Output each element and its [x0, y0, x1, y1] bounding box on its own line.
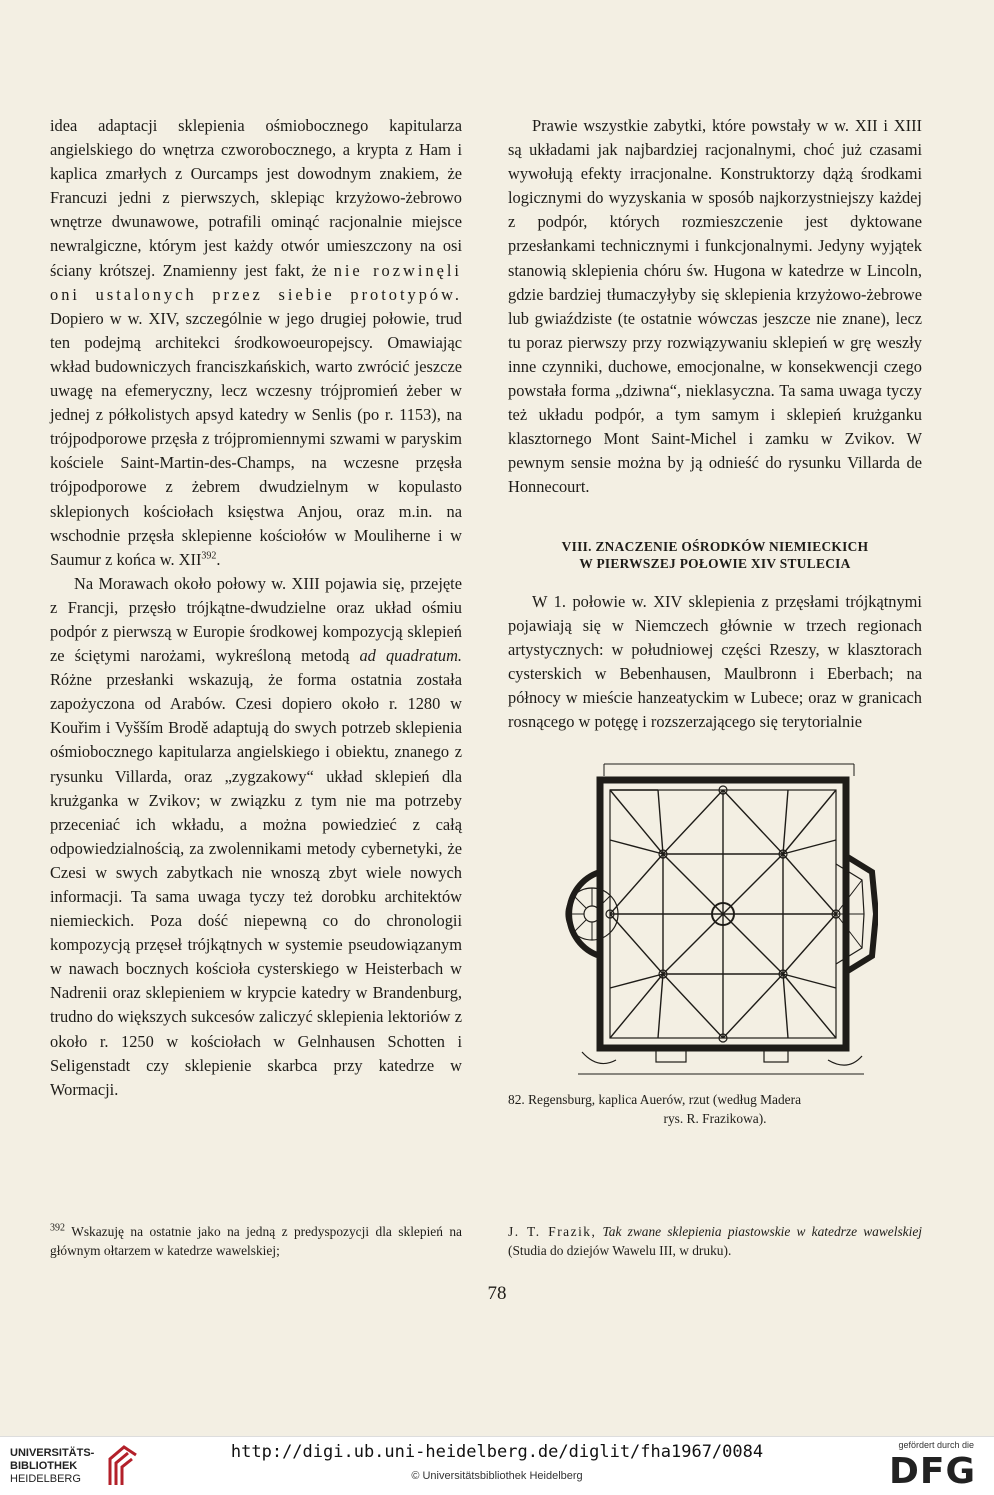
italic-phrase: ad quadratum.: [359, 646, 462, 666]
viewer-footer: [0, 1436, 994, 1495]
copyright-notice: © Universitätsbibliothek Heidelberg: [411, 1470, 583, 1482]
vault-plan-figure: [558, 760, 878, 1080]
emphasized-text: nie rozwinęli oni ustalonych przez siebie prototypów.: [50, 260, 462, 304]
left-paragraph-1: idea adaptacji sklepienia ośmiobocznego kapitularza angielskiego do wnętrza czworobocznego, a krypta z Ham i kaplica zmarłych z Ourcamps jest dowodnym znakiem, że Francuzi jedni z pierwszych, sklepiąc krzyżowo-żebrowo wnętrze dwunawowe, potrafili ominąć racjonalnie miejsce newralgiczne, którym jest każdy otwór umieszczony na osi ściany krótszej. Znamienny jest fakt, że nie rozwinęli oni ustalonych przez siebie prototypów. Dopiero w w. XIV, szczególnie w jego drugiej połowie, trud ten podejmą architekci środkowoeuropejscy. Omawiając wkład budowniczych franciszkańskich, warto zwrócić jeszcze uwagę na efemeryczny, lecz wczesny trójpromień żeber w jednej z półkolistych apsyd katedry w Senlis (po r. 1153), na trójpodporowe przęsła z trójpromiennymi szwami w paryskim kościele Saint-Martin-des-Champs, na wczesne przęsła trójpodporowe z żebrem dwudzielnym w kopulasto sklepionych kościołach księstwa Anjou, oraz m.in. na wschodnie przęsła sklepienne kościołów w Mouliherne i w Saumur z końca w. XII$^{392}$.: [50, 116, 462, 569]
library-name: UNIVERSITÄTS- BIBLIOTHEK HEIDELBERG: [10, 1447, 95, 1485]
page-number: 78: [487, 1283, 507, 1304]
dfg-logo: DFG: [888, 1451, 976, 1492]
left-column: [50, 114, 462, 1102]
footnote-ref[interactable]: 392: [201, 550, 217, 562]
footnote-left: $^{392}$ Wskazuję na ostatnie jako na jedną z predyspozycji dla sklepień na głównym ołtarzem w katedrze wawelskiej;: [50, 1222, 462, 1258]
left-paragraph-2: Na Morawach około połowy w. XIII pojawia się, przejęte z Francji, przęsło trójkątne-dwudzielne oraz układ ośmiu podpór z pierwszą w Europie środkowej kompozycją sklepień ze ściętymi narożami, wykreśloną metodą ad quadratum. Różne przesłanki wskazują, że forma ostatnia została zapożyczona od Arabów. Czesi dopiero około r. 1280 w Kouřim i Vyšším Brodě adaptują do swych potrzeb sklepienia ośmiobocznego kapitularza angielskiego i obiektu, znanego z rysunku Villarda, oraz „zygzakowy“ układ sklepień dla krużganka w Zvikov; w związku z tym nie ma potrzeby przeceniać ich wkładu, a można powiedzieć z całą odpowiedzialnością, za zwolennikami metody cybernetyki, że Czesi w swych zabytkach nie wnoszą zbyt wiele nowych informacji. Ta sama uwaga tyczy też dorobku architektów niemieckich. Poza dość niepewną co do chronologii kompozycją przęseł trójkątnych w systemie pseudowiązanym w nawach bocznych kościoła cysterskiego w Heisterbach w Nadrenii oraz sklepieniem w krypcie katedry w Brandenburg, trudno do większych sukcesów zaliczyć sklepienia lektoriów z około r. 1250 w kościołach w Gelnhausen Schotten i Seligenstadt czy sklepienie skarbca przy katedrze w Wormacji.: [50, 573, 462, 1099]
permalink-url[interactable]: http://digi.ub.uni-heidelberg.de/diglit/fha1967/0084: [230, 1442, 764, 1462]
chapel-floor-plan: [558, 760, 878, 1080]
funding-note: gefördert durch die: [898, 1440, 974, 1450]
footnote-right: J. T. Frazik, Tak zwane sklepienia piastowskie w katedrze wawelskiej (Studia do dziejów Wawelu III, w druku).: [508, 1224, 922, 1258]
right-paragraph-1: Prawie wszystkie zabytki, które powstały w w. XII i XIII są układami jak najbardziej racjonalnymi, choć już czasami wywołują efekty irracjonalne. Konstruktorzy dążą środkami logicznymi do wyzyskania w sposób najkorzystniejszy każdej z podpór, których rozmieszczenie jest dyktowane przesłankami technicznymi i funkcjonalnymi. Jedyny wyjątek stanowią sklepienia chóru św. Hugona w katedrze w Lincoln, gdzie bardziej tłumaczyłyby się sklepienia krzyżowo-żebrowe lub gwiaździste (te ostatnie wówczas jeszcze nie znane), lecz tu poraz pierwszy przy rozwiązywaniu sklepień w grę weszły inne czynniki, duchowe, emocjonalne, w konsekwencji czego powstała forma „dziwna“, nieklasyczna. Ta sama uwaga tyczy też układu podpór, a tym samym i sklepień krużganku klasztornego Mont Saint-Michel i zamku w Zvikov. W pewnym sensie można by ją odnieść do rysunku Villarda de Honnecourt.: [508, 116, 922, 497]
section-heading: VIII. ZNACZENIE OŚRODKÓW NIEMIECKICH W PIERWSZEJ POŁOWIE XIV STULECIA: [561, 538, 869, 571]
figure-caption: 82. Regensburg, kaplica Auerów, rzut (według Madera rys. R. Frazikowa).: [508, 1092, 802, 1127]
right-paragraph-2: W 1. połowie w. XIV sklepienia z przęsłami trójkątnymi pojawiają się w Niemczech głównie w trzech regionach artystycznych: w południowej części Rzeszy, w klasztorach cysterskich w Bebenhausen, Maulbronn i Eberbach; na północy w mieście hanzeatyckim w Lubece; oraz w granicach rosnącego w potęgę i rozszerzającego się terytorialnie: [508, 591, 922, 731]
right-column: [508, 114, 922, 1128]
